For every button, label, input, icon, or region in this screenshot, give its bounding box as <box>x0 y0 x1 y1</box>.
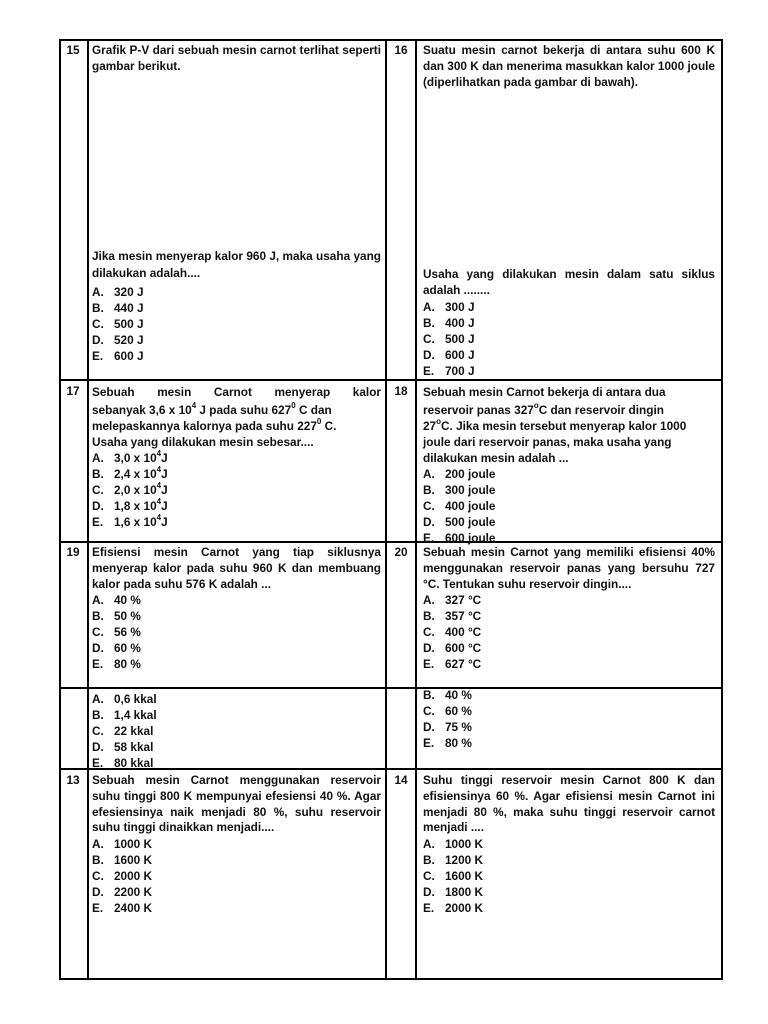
option-text: 2000 K <box>114 869 153 884</box>
option-letter: D. <box>423 515 435 529</box>
option-letter: E. <box>423 531 435 545</box>
option-letter: C. <box>92 483 104 497</box>
option-letter: A. <box>92 837 104 852</box>
stem-text: 27 <box>423 419 437 433</box>
option-letter: B. <box>92 301 104 315</box>
question-stem: Efisiensi mesin Carnot yang tiap siklusnya menyerap kalor pada suhu 960 K dan membuang kalor pada suhu 576 K adalah ... <box>92 545 381 591</box>
option-letter: B. <box>92 853 104 868</box>
option-letter: A. <box>92 451 104 465</box>
answer-option <box>423 608 715 624</box>
option-text: 22 kkal <box>114 724 154 738</box>
answer-option <box>92 498 381 514</box>
answer-option <box>92 348 381 364</box>
option-text: 75 % <box>445 720 472 734</box>
stem-text: J pada suhu 627 <box>196 403 292 417</box>
stem-line: Sebuah mesin Carnot bekerja di antara dua <box>423 385 666 399</box>
question-stem: Suatu mesin carnot bekerja di antara suhu 600 K dan 300 K dan menerima masukkan kalor 1000 joule (diperlihatkan pada gambar di bawah). <box>423 43 715 89</box>
answer-option <box>423 687 715 703</box>
option-text: 400 joule <box>445 499 496 513</box>
question-stem: Grafik P-V dari sebuah mesin carnot terlihat seperti gambar berikut. <box>92 43 381 73</box>
question-stem: Suhu tinggi reservoir mesin Carnot 800 K dan efisiensinya 60 %. Agar efisiensi mesin Carnot ini menjadi 80 %, maka suhu tinggi reservoir carnot menjadi .... <box>423 773 715 835</box>
question-number: 20 <box>394 545 408 559</box>
option-letter: E. <box>92 901 104 916</box>
option-unit: J <box>161 515 168 529</box>
option-text: 0,6 kkal <box>114 692 157 706</box>
option-letter: D. <box>423 347 435 362</box>
option-text: 60 % <box>445 704 472 718</box>
option-list <box>423 687 715 751</box>
option-text: 1000 K <box>445 837 484 852</box>
question-13 <box>92 773 381 916</box>
question-19 <box>92 545 381 672</box>
answer-option <box>92 868 381 884</box>
option-text: 2200 K <box>114 885 153 900</box>
answer-option <box>423 624 715 640</box>
question-17 <box>92 384 381 530</box>
option-text: 327 °C <box>445 593 482 608</box>
answer-option <box>92 466 381 482</box>
option-text: 1,4 kkal <box>114 708 157 722</box>
option-list <box>92 284 381 364</box>
option-text: 1600 K <box>445 869 484 884</box>
option-letter: A. <box>423 467 435 481</box>
option-letter: C. <box>92 625 104 640</box>
stem-text: C dan <box>295 403 332 417</box>
option-text: 40 % <box>445 688 472 702</box>
answer-option <box>423 735 715 751</box>
answer-option <box>423 884 715 900</box>
answer-option <box>92 332 381 348</box>
answer-option <box>423 592 715 608</box>
option-letter: C. <box>423 499 435 513</box>
option-text: 300 joule <box>445 483 496 497</box>
option-letter: B. <box>423 609 435 624</box>
answer-option <box>92 592 381 608</box>
option-list <box>423 299 715 379</box>
answer-option <box>423 719 715 735</box>
option-text: 440 J <box>114 301 144 315</box>
question-number: 19 <box>66 545 80 559</box>
stem-line: dilakukan mesin adalah ... <box>423 451 569 465</box>
answer-option <box>423 852 715 868</box>
answer-option <box>423 466 715 482</box>
answer-option <box>92 900 381 916</box>
question-15 <box>92 43 381 75</box>
question-number: 18 <box>394 384 408 398</box>
question-16-lower <box>423 267 715 379</box>
option-text: 600 J <box>114 349 144 363</box>
question-number: 14 <box>394 773 408 787</box>
stem-text: sebanyak 3,6 x 10 <box>92 403 192 417</box>
option-text: 1600 K <box>114 853 153 868</box>
option-text: 40 % <box>114 593 141 608</box>
stem-line: joule dari reservoir panas, maka usaha yang <box>423 435 672 449</box>
option-letter: D. <box>92 333 104 347</box>
option-letter: E. <box>92 756 104 770</box>
answer-option <box>423 530 715 546</box>
question-14 <box>423 773 715 916</box>
option-text: 1,8 x 10 <box>114 499 157 513</box>
option-text: 300 J <box>445 299 475 314</box>
answer-option <box>423 363 715 379</box>
stem-line <box>423 418 715 434</box>
answer-option <box>423 331 715 347</box>
option-text: 200 joule <box>445 467 496 481</box>
question-stem: Sebuah mesin Carnot menggunakan reservoir suhu tinggi 800 K mempunyai efesiensi 40 %. Agar efesiensinya naik menjadi 80 %, suhu reservoir suhu tinggi dinaikkan menjadi.... <box>92 773 381 835</box>
option-text: 80 kkal <box>114 756 154 770</box>
stem-text: melepaskannya kalornya pada suhu 227 <box>92 419 317 433</box>
option-letter: B. <box>423 853 435 868</box>
option-text: 1,6 x 10 <box>114 515 157 529</box>
table-border-bottom <box>59 978 723 980</box>
option-unit: J <box>161 451 168 465</box>
option-list <box>423 592 715 672</box>
option-letter: E. <box>92 349 104 363</box>
option-text: 320 J <box>114 285 144 299</box>
answer-option <box>92 284 381 300</box>
option-text: 50 % <box>114 609 141 624</box>
answer-option <box>92 300 381 316</box>
option-exponent: 4 <box>156 449 162 458</box>
option-letter: E. <box>92 657 104 672</box>
table-border-left <box>59 39 61 980</box>
option-text: 1000 K <box>114 837 153 852</box>
answer-option <box>423 498 715 514</box>
option-letter: E. <box>92 515 104 529</box>
option-text: 600 J <box>445 347 475 362</box>
option-list <box>92 691 381 771</box>
question-number: 17 <box>66 384 80 398</box>
answer-option <box>92 707 381 723</box>
option-text: 1200 K <box>445 853 484 868</box>
answer-option <box>92 723 381 739</box>
option-letter: E. <box>423 736 435 750</box>
option-text: 80 % <box>114 657 141 672</box>
option-list <box>423 466 715 546</box>
answer-option <box>92 852 381 868</box>
option-text: 2000 K <box>445 901 484 916</box>
answer-option <box>92 836 381 852</box>
option-letter: A. <box>423 837 435 852</box>
option-text: 500 J <box>114 317 144 331</box>
option-list <box>423 836 715 916</box>
partial-options-right <box>423 687 715 751</box>
option-text: 700 J <box>445 363 475 378</box>
option-letter: A. <box>92 285 104 299</box>
degree-symbol: 0 <box>291 401 296 410</box>
table-divider-num-left <box>87 39 89 980</box>
option-letter: D. <box>92 641 104 656</box>
option-text: 627 °C <box>445 657 482 672</box>
option-letter: B. <box>423 688 435 702</box>
table-divider-num-right <box>415 39 417 980</box>
degree-symbol: o <box>436 417 442 426</box>
option-letter: A. <box>92 692 104 706</box>
answer-option <box>423 482 715 498</box>
option-letter: D. <box>423 641 435 656</box>
option-letter: C. <box>92 869 104 884</box>
option-exponent: 4 <box>156 481 162 490</box>
answer-option <box>92 608 381 624</box>
question-stem: Sebuah mesin Carnot yang memiliki efisiensi 40% menggunakan reservoir panas yang bersuhu 727 °C. Tentukan suhu reservoir dingin.... <box>423 545 715 591</box>
option-letter: E. <box>423 363 435 378</box>
answer-option <box>92 640 381 656</box>
answer-option <box>423 703 715 719</box>
question-number: 15 <box>66 43 80 57</box>
answer-option <box>92 482 381 498</box>
stem-text: C dan reservoir dingin <box>538 403 664 417</box>
answer-option <box>423 299 715 315</box>
option-letter: B. <box>92 609 104 624</box>
stem-text: C. Jika mesin tersebut menyerap kalor 1000 <box>441 419 687 433</box>
option-text: 400 J <box>445 315 475 330</box>
table-border-top <box>59 39 723 41</box>
answer-option <box>423 900 715 916</box>
option-text: 80 % <box>445 736 472 750</box>
stem-line: Sebuah mesin Carnot menyerap kalor <box>92 385 381 399</box>
option-letter: C. <box>92 317 104 331</box>
option-text: 500 joule <box>445 515 496 529</box>
option-exponent: 4 <box>156 465 162 474</box>
option-letter: B. <box>423 483 435 497</box>
option-text: 520 J <box>114 333 144 347</box>
question-18 <box>423 384 715 546</box>
answer-option <box>423 656 715 672</box>
option-text: 1800 K <box>445 885 484 900</box>
exponent: 4 <box>191 401 197 410</box>
option-letter: B. <box>92 708 104 722</box>
option-text: 600 joule <box>445 531 496 545</box>
answer-option <box>423 836 715 852</box>
option-text: 2400 K <box>114 901 153 916</box>
question-stem <box>423 384 715 466</box>
option-unit: J <box>161 483 168 497</box>
option-letter: D. <box>92 499 104 513</box>
question-15-lower <box>92 248 381 364</box>
stem-text: C. <box>321 419 337 433</box>
question-16 <box>423 43 715 90</box>
answer-option <box>92 884 381 900</box>
option-unit: J <box>161 467 168 481</box>
option-letter: E. <box>423 901 435 916</box>
option-list <box>92 592 381 672</box>
option-letter: D. <box>423 885 435 900</box>
option-text: 58 kkal <box>114 740 154 754</box>
answer-option <box>92 316 381 332</box>
option-text: 2,4 x 10 <box>114 467 157 481</box>
question-table <box>59 39 723 980</box>
question-stem-continued: Usaha yang dilakukan mesin dalam satu siklus adalah ........ <box>423 267 715 297</box>
answer-option <box>92 450 381 466</box>
option-list <box>92 450 381 530</box>
answer-option <box>423 514 715 530</box>
answer-option <box>92 656 381 672</box>
stem-line <box>423 402 715 418</box>
answer-option <box>92 755 381 771</box>
degree-symbol: 0 <box>316 417 322 426</box>
answer-option <box>92 691 381 707</box>
stem-line <box>92 418 381 434</box>
question-stem-continued: Jika mesin menyerap kalor 960 J, maka usaha yang dilakukan adalah.... <box>92 249 381 280</box>
option-letter: D. <box>92 885 104 900</box>
answer-option <box>423 640 715 656</box>
option-text: 56 % <box>114 625 141 640</box>
answer-option <box>423 315 715 331</box>
option-letter: E. <box>423 657 435 672</box>
question-number: 13 <box>66 773 80 787</box>
question-number: 16 <box>394 43 408 57</box>
option-exponent: 4 <box>156 513 162 522</box>
option-letter: A. <box>423 299 435 314</box>
table-divider-middle <box>385 39 387 980</box>
option-text: 357 °C <box>445 609 482 624</box>
question-20 <box>423 545 715 672</box>
option-letter: C. <box>423 331 435 346</box>
stem-line: Usaha yang dilakukan mesin sebesar.... <box>92 435 314 449</box>
option-letter: B. <box>92 467 104 481</box>
partial-options-left <box>92 691 381 771</box>
option-text: 600 °C <box>445 641 482 656</box>
answer-option <box>92 514 381 530</box>
option-letter: C. <box>92 724 104 738</box>
option-letter: C. <box>423 625 435 640</box>
option-text: 400 °C <box>445 625 482 640</box>
option-text: 60 % <box>114 641 141 656</box>
option-letter: C. <box>423 869 435 884</box>
answer-option <box>92 624 381 640</box>
option-exponent: 4 <box>156 497 162 506</box>
stem-line <box>92 402 381 418</box>
option-letter: C. <box>423 704 435 718</box>
stem-text: reservoir panas 327 <box>423 403 534 417</box>
answer-option <box>92 739 381 755</box>
option-text: 2,0 x 10 <box>114 483 157 497</box>
option-letter: A. <box>423 593 435 608</box>
table-border-right <box>721 39 723 980</box>
option-text: 3,0 x 10 <box>114 451 157 465</box>
option-letter: D. <box>423 720 435 734</box>
row-divider-1 <box>59 379 723 381</box>
option-letter: B. <box>423 315 435 330</box>
option-text: 500 J <box>445 331 475 346</box>
option-letter: A. <box>92 593 104 608</box>
option-list <box>92 836 381 916</box>
option-letter: D. <box>92 740 104 754</box>
degree-symbol: o <box>533 401 539 410</box>
answer-option <box>423 347 715 363</box>
question-stem <box>92 384 381 450</box>
answer-option <box>423 868 715 884</box>
option-unit: J <box>161 499 168 513</box>
